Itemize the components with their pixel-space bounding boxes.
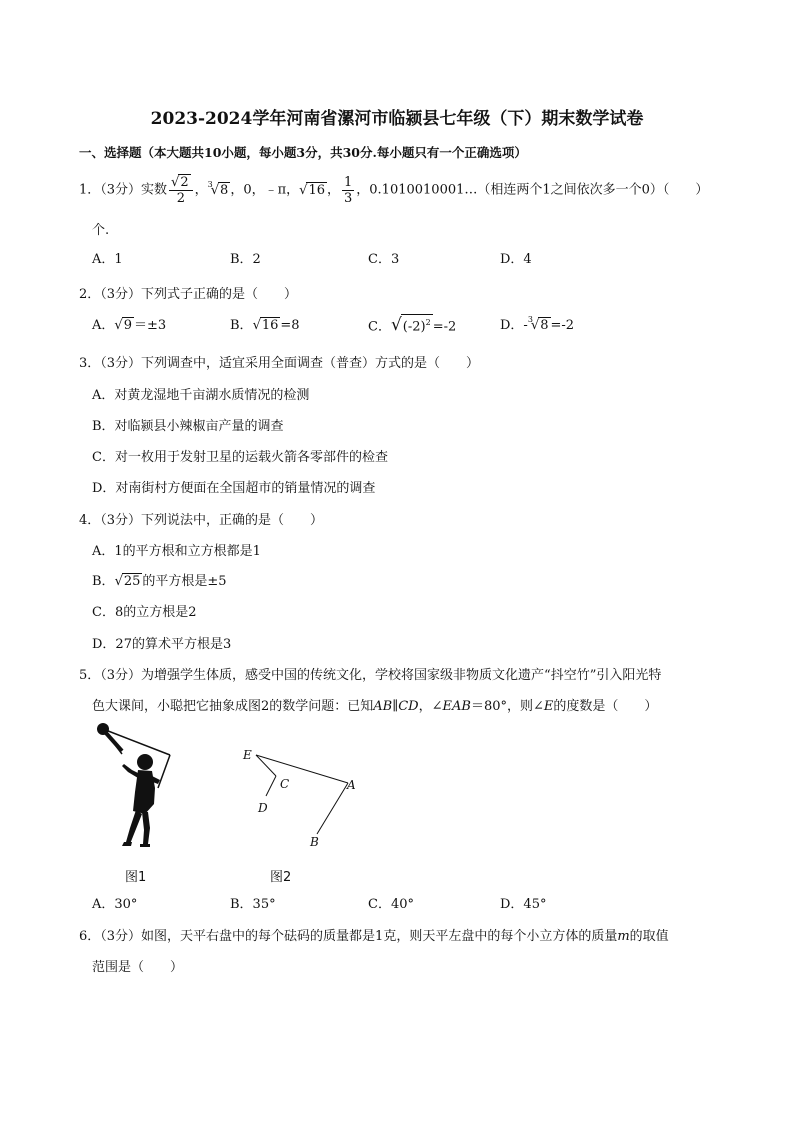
figure-2-caption: 图2 xyxy=(270,870,292,885)
fraction-sqrt2-over-2: $\frac{√2}{2}$ xyxy=(169,174,193,206)
label-B: B xyxy=(310,835,319,849)
q2-option-d: D．-$^3$√8 =-2 xyxy=(500,315,575,333)
question-1-line-1: 1．（3分）实数 $\frac{√2}{2}$ ，$^3$√8 ，0，﹣π，√16 ， $\frac{1}{3}$ ，0.1010010001…（相连两个1之间依次多一个0）（ ） xyxy=(79,174,709,206)
q2-option-a: A．√9 ＝±3 xyxy=(92,318,167,333)
q5-option-a: A．30° xyxy=(92,897,138,912)
q5-option-d: D．45° xyxy=(500,897,547,912)
q4-option-c: C．8的立方根是2 xyxy=(92,605,197,620)
q5-option-b: B．35° xyxy=(230,897,276,912)
cube-root-8: 8 xyxy=(220,182,229,198)
q1-option-a: A．1 xyxy=(92,252,123,267)
q4-option-a: A．1的平方根和立方根都是1 xyxy=(92,544,261,559)
label-D: D xyxy=(258,801,268,815)
figure-1-diabolo-player xyxy=(92,718,176,852)
q5-option-c: C．40° xyxy=(368,897,414,912)
figure-1-caption: 图1 xyxy=(125,870,147,885)
label-A: A xyxy=(347,778,356,792)
question-6-line-2: 范围是（ ） xyxy=(92,960,184,975)
q3-option-b: B．对临颍县小辣椒亩产量的调查 xyxy=(92,419,284,434)
question-3-stem: 3．（3分）下列调查中，适宜采用全面调查（普查）方式的是（ ） xyxy=(79,356,480,371)
sqrt-16: 16 xyxy=(308,182,325,198)
q1-option-d: D．4 xyxy=(500,252,532,267)
question-6-line-1: 6．（3分）如图，天平右盘中的每个砝码的质量都是1克，则天平左盘中的每个小立方体的质量m的取值 xyxy=(79,929,669,944)
q4-option-d: D．27的算术平方根是3 xyxy=(92,637,232,652)
q2-option-b: B．√16 =8 xyxy=(230,318,300,333)
question-5-line-1: 5．（3分）为增强学生体质，感受中国的传统文化，学校将国家级非物质文化遗产“抖空竹”引入阳光特 xyxy=(79,668,662,683)
question-2-stem: 2．（3分）下列式子正确的是（ ） xyxy=(79,287,298,302)
q4-option-b: B．√25 的平方根是±5 xyxy=(92,574,227,589)
question-1-line-2: 个. xyxy=(92,223,110,238)
q3-option-d: D．对南街村方便面在全国超市的销量情况的调查 xyxy=(92,481,376,496)
fraction-1-over-3: $\frac{1}{3}$ xyxy=(344,174,353,206)
q3-option-a: A．对黄龙湿地千亩湖水质情况的检测 xyxy=(92,388,310,403)
q2-option-c: C．$√(-2)^2 =-2$ xyxy=(368,315,457,336)
question-5-line-2: 色大课间，小聪把它抽象成图2的数学问题：已知AB∥CD，∠EAB＝80°，则∠E的度数是（ ） xyxy=(92,699,658,714)
q3-option-c: C．对一枚用于发射卫星的运载火箭各零部件的检查 xyxy=(92,450,388,465)
page-title: 2023-2024学年河南省漯河市临颍县七年级（下）期末数学试卷 xyxy=(150,109,644,129)
label-E: E xyxy=(243,748,252,762)
q1-option-c: C．3 xyxy=(368,252,400,267)
figure-2-diagram xyxy=(238,740,368,852)
q1-option-b: B．2 xyxy=(230,252,261,267)
section-heading: 一、选择题（本大题共10小题，每小题3分，共30分.每小题只有一个正确选项） xyxy=(79,145,527,160)
label-C: C xyxy=(280,777,290,791)
question-4-stem: 4．（3分）下列说法中，正确的是（ ） xyxy=(79,513,324,528)
